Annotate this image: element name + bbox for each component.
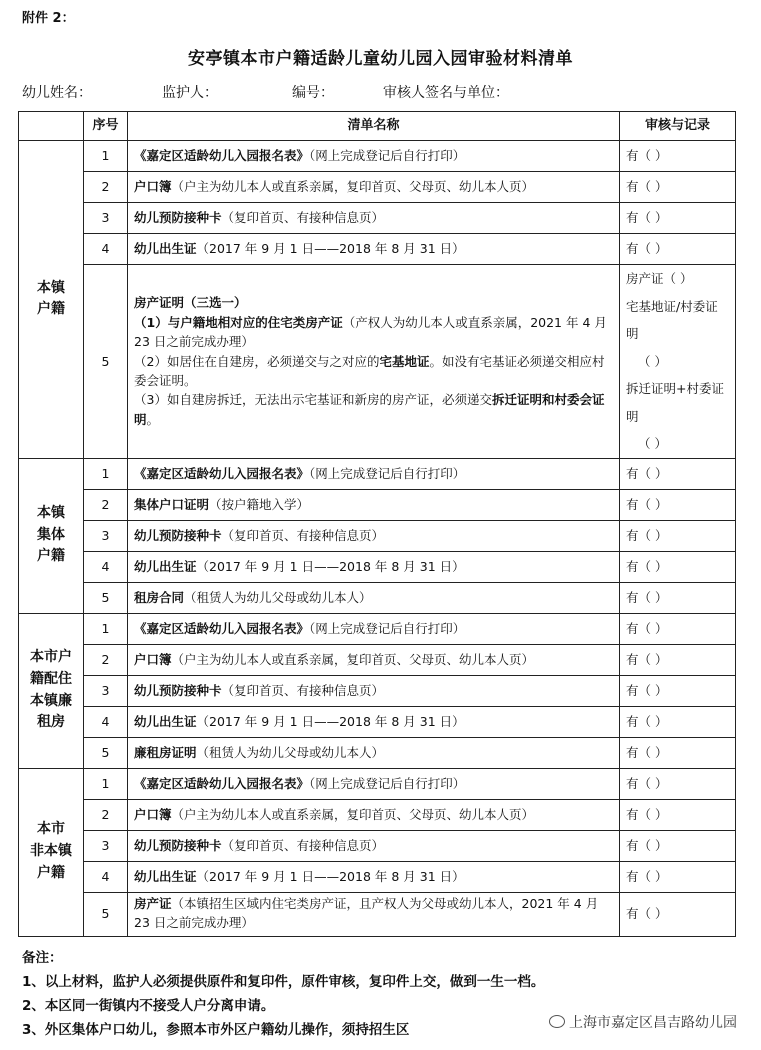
property-record-rec3: （ ） (638, 353, 667, 369)
table-row (19, 458, 736, 489)
item-name (128, 613, 620, 644)
table-row (19, 489, 736, 520)
group-label-line: 本市户 (30, 649, 72, 666)
item-title: 幼儿出生证 (134, 713, 197, 729)
attachment-label: 附件 2： (22, 11, 75, 26)
row-record: 有（ ） (620, 203, 736, 234)
item-detail: （户主为幼儿本人或直系亲属，复印首页、父母页、幼儿本人页） (171, 651, 535, 667)
group-label (19, 613, 84, 768)
item-detail: （复印首页、有接种信息页） (221, 837, 385, 853)
table-row (19, 830, 736, 861)
item-title: 户口簿 (134, 179, 172, 195)
table-row (19, 799, 736, 830)
row-record: 有（ ） (620, 706, 736, 737)
row-seq: 5 (84, 737, 128, 768)
item-name (128, 489, 620, 520)
item-detail: （网上完成登记后自行打印） (309, 775, 466, 791)
table-row (19, 551, 736, 582)
table-row (19, 644, 736, 675)
row-record: 有（ ） (620, 768, 736, 799)
item-title: 幼儿预防接种卡 (134, 527, 222, 543)
row-record: 有（ ） (620, 172, 736, 203)
row-seq: 5 (84, 582, 128, 613)
row-record: 有（ ） (620, 551, 736, 582)
row-seq: 2 (84, 489, 128, 520)
item-name (128, 737, 620, 768)
group-label (19, 141, 84, 459)
item-name (128, 172, 620, 203)
item-name (128, 830, 620, 861)
item-title: 廉租房证明 (134, 744, 197, 760)
group-label-line: 集体 (37, 526, 65, 543)
note-3: 3、外区集体户口幼儿，参照本市外区户籍幼儿操作，须持招生区 (22, 1022, 410, 1038)
item-detail: （复印首页、有接种信息页） (221, 527, 385, 543)
item-detail: （网上完成登记后自行打印） (309, 465, 466, 481)
item-title: 幼儿预防接种卡 (134, 682, 222, 698)
item-title: 《嘉定区适龄幼儿入园报名表》 (134, 775, 310, 791)
property-record (620, 265, 736, 459)
item-name (128, 141, 620, 172)
row-seq: 3 (84, 830, 128, 861)
row-seq: 3 (84, 520, 128, 551)
group-label-line: 户籍 (37, 864, 65, 881)
table-row (19, 706, 736, 737)
item-title: 《嘉定区适龄幼儿入园报名表》 (134, 620, 310, 636)
item-detail: （2017 年 9 月 1 日——2018 年 8 月 31 日） (196, 241, 465, 257)
row-seq: 5 (84, 892, 128, 936)
item-title: 幼儿预防接种卡 (134, 210, 222, 226)
group-label (19, 768, 84, 936)
table-row (19, 172, 736, 203)
item-title: 房产证 (134, 896, 172, 912)
table-row (19, 675, 736, 706)
table-row (19, 141, 736, 172)
header-record: 审核与记录 (620, 112, 736, 141)
item-name (128, 768, 620, 799)
item-detail: （户主为幼儿本人或直系亲属，复印首页、父母页、幼儿本人页） (171, 806, 535, 822)
row-record: 有（ ） (620, 737, 736, 768)
group-label-line: 户籍 (37, 548, 65, 565)
property-line-1 (134, 313, 613, 352)
item-title: 幼儿预防接种卡 (134, 837, 222, 853)
row-seq: 1 (84, 458, 128, 489)
item-detail: （按户籍地入学） (209, 496, 310, 512)
row-seq: 2 (84, 799, 128, 830)
table-row (19, 737, 736, 768)
row-seq: 1 (84, 141, 128, 172)
property-line-3 (134, 390, 613, 429)
header-group (19, 112, 84, 141)
row-record: 有（ ） (620, 141, 736, 172)
group-label-line: 租房 (37, 714, 65, 731)
table-row (19, 613, 736, 644)
item-title: 《嘉定区适龄幼儿入园报名表》 (134, 148, 310, 164)
property-line-2-b: 。如没有宅基证必须递交相应村委会证明。 (134, 353, 605, 388)
group-label-line: 本市 (37, 821, 65, 838)
group-label-line: 本镇廉 (30, 692, 72, 709)
item-name (128, 265, 620, 459)
item-title: 幼儿出生证 (134, 868, 197, 884)
item-name (128, 458, 620, 489)
table-row (19, 203, 736, 234)
row-record: 有（ ） (620, 644, 736, 675)
row-seq: 5 (84, 265, 128, 459)
note-2: 2、本区同一街镇内不接受人户分离申请。 (22, 998, 275, 1014)
reviewer-label: 审核人签名与单位： (383, 85, 509, 101)
row-record: 有（ ） (620, 582, 736, 613)
item-detail: （2017 年 9 月 1 日——2018 年 8 月 31 日） (196, 868, 465, 884)
property-line-2-bold: 宅基地证 (379, 353, 430, 369)
item-detail: （租赁人为幼儿父母或幼儿本人） (184, 589, 372, 605)
group-label-line: 籍配住 (30, 670, 72, 687)
row-record: 有（ ） (620, 675, 736, 706)
item-name (128, 644, 620, 675)
table-row (19, 234, 736, 265)
table-row (19, 520, 736, 551)
item-title: 幼儿出生证 (134, 241, 197, 257)
item-name (128, 582, 620, 613)
row-record: 有（ ） (620, 892, 736, 936)
item-detail: （网上完成登记后自行打印） (309, 148, 466, 164)
group-label (19, 458, 84, 613)
item-detail: （网上完成登记后自行打印） (309, 620, 466, 636)
item-detail: （2017 年 9 月 1 日——2018 年 8 月 31 日） (196, 713, 465, 729)
row-record: 有（ ） (620, 520, 736, 551)
item-detail: （户主为幼儿本人或直系亲属，复印首页、父母页、幼儿本人页） (171, 179, 535, 195)
materials-table (18, 111, 736, 937)
number-label: 编号： (292, 85, 334, 101)
property-record-rec2: 宅基地证/村委证明 (626, 298, 718, 341)
watermark: 上海市嘉定区昌吉路幼儿园 (549, 1012, 737, 1032)
item-detail: （租赁人为幼儿父母或幼儿本人） (196, 744, 385, 760)
item-name (128, 203, 620, 234)
row-seq: 1 (84, 768, 128, 799)
item-name (128, 861, 620, 892)
row-record: 有（ ） (620, 861, 736, 892)
row-record: 有（ ） (620, 489, 736, 520)
item-name (128, 799, 620, 830)
item-name (128, 551, 620, 582)
item-title: 户口簿 (134, 806, 172, 822)
group-label-line: 本镇 (37, 504, 65, 521)
property-line-3-bold: 拆迁证明和村委会证明 (134, 392, 605, 427)
table-row (19, 582, 736, 613)
row-seq: 4 (84, 234, 128, 265)
item-name (128, 706, 620, 737)
item-detail: （复印首页、有接种信息页） (221, 682, 385, 698)
property-line-2 (134, 352, 613, 391)
table-body (19, 141, 736, 937)
property-line-3-a: （3）如自建房拆迁，无法出示宅基证和新房的房产证，必须递交 (134, 392, 492, 408)
row-record: 有（ ） (620, 613, 736, 644)
item-title: 租房合同 (134, 589, 185, 605)
row-seq: 3 (84, 203, 128, 234)
property-line-2-a: （2）如居住在自建房，必须递交与之对应的 (134, 353, 380, 369)
item-detail: （本镇招生区域内住宅类房产证，且产权人为父母或幼儿本人，2021 年 4 月 23 日之前完成办理） (134, 896, 599, 930)
row-record: 有（ ） (620, 799, 736, 830)
property-record-rec4: 拆迁证明+村委证明 (626, 381, 724, 424)
item-name (128, 520, 620, 551)
item-name (128, 675, 620, 706)
row-record: 有（ ） (620, 830, 736, 861)
group-label-line: 非本镇 (30, 843, 72, 860)
property-title: 房产证明（三选一） (134, 295, 247, 311)
row-seq: 3 (84, 675, 128, 706)
table-row (19, 768, 736, 799)
row-seq: 4 (84, 551, 128, 582)
property-line-1-bold: （1）与户籍地相对应的住宅类房产证 (134, 314, 343, 330)
row-seq: 4 (84, 706, 128, 737)
property-line-3-b: 。 (146, 411, 160, 427)
property-line-1-rest: （产权人为幼儿本人或直系亲属，2021 年 4 月 23 日之前完成办理） (134, 314, 607, 350)
group-label-line: 户籍 (37, 301, 65, 318)
item-name (128, 234, 620, 265)
row-record: 有（ ） (620, 234, 736, 265)
table-row (19, 861, 736, 892)
row-seq: 1 (84, 613, 128, 644)
page-title: 安亭镇本市户籍适龄儿童幼儿园入园审验材料清单 (188, 49, 573, 69)
guardian-label: 监护人： (162, 85, 218, 101)
item-title: 《嘉定区适龄幼儿入园报名表》 (134, 465, 310, 481)
row-seq: 4 (84, 861, 128, 892)
group-label-line: 本镇 (37, 279, 65, 296)
header-name: 清单名称 (128, 112, 620, 141)
notes (22, 946, 544, 1042)
property-record-rec1: 房产证（ ） (626, 271, 693, 286)
row-seq: 2 (84, 644, 128, 675)
item-title: 幼儿出生证 (134, 558, 197, 574)
table-row-property (19, 265, 736, 459)
row-record: 有（ ） (620, 458, 736, 489)
notes-title: 备注： (22, 950, 63, 966)
row-seq: 2 (84, 172, 128, 203)
item-name (128, 892, 620, 936)
header-seq: 序号 (84, 112, 128, 141)
note-1: 1、以上材料，监护人必须提供原件和复印件，原件审核，复印件上交，做到一生一档。 (22, 974, 545, 990)
item-detail: （2017 年 9 月 1 日——2018 年 8 月 31 日） (196, 558, 465, 574)
item-title: 集体户口证明 (134, 496, 210, 512)
item-title: 户口簿 (134, 651, 172, 667)
child-name-label: 幼儿姓名： (22, 85, 92, 101)
wechat-icon (549, 1015, 565, 1028)
property-record-rec5: （ ） (638, 436, 667, 451)
item-detail: （复印首页、有接种信息页） (221, 210, 385, 226)
table-row-last (19, 892, 736, 936)
